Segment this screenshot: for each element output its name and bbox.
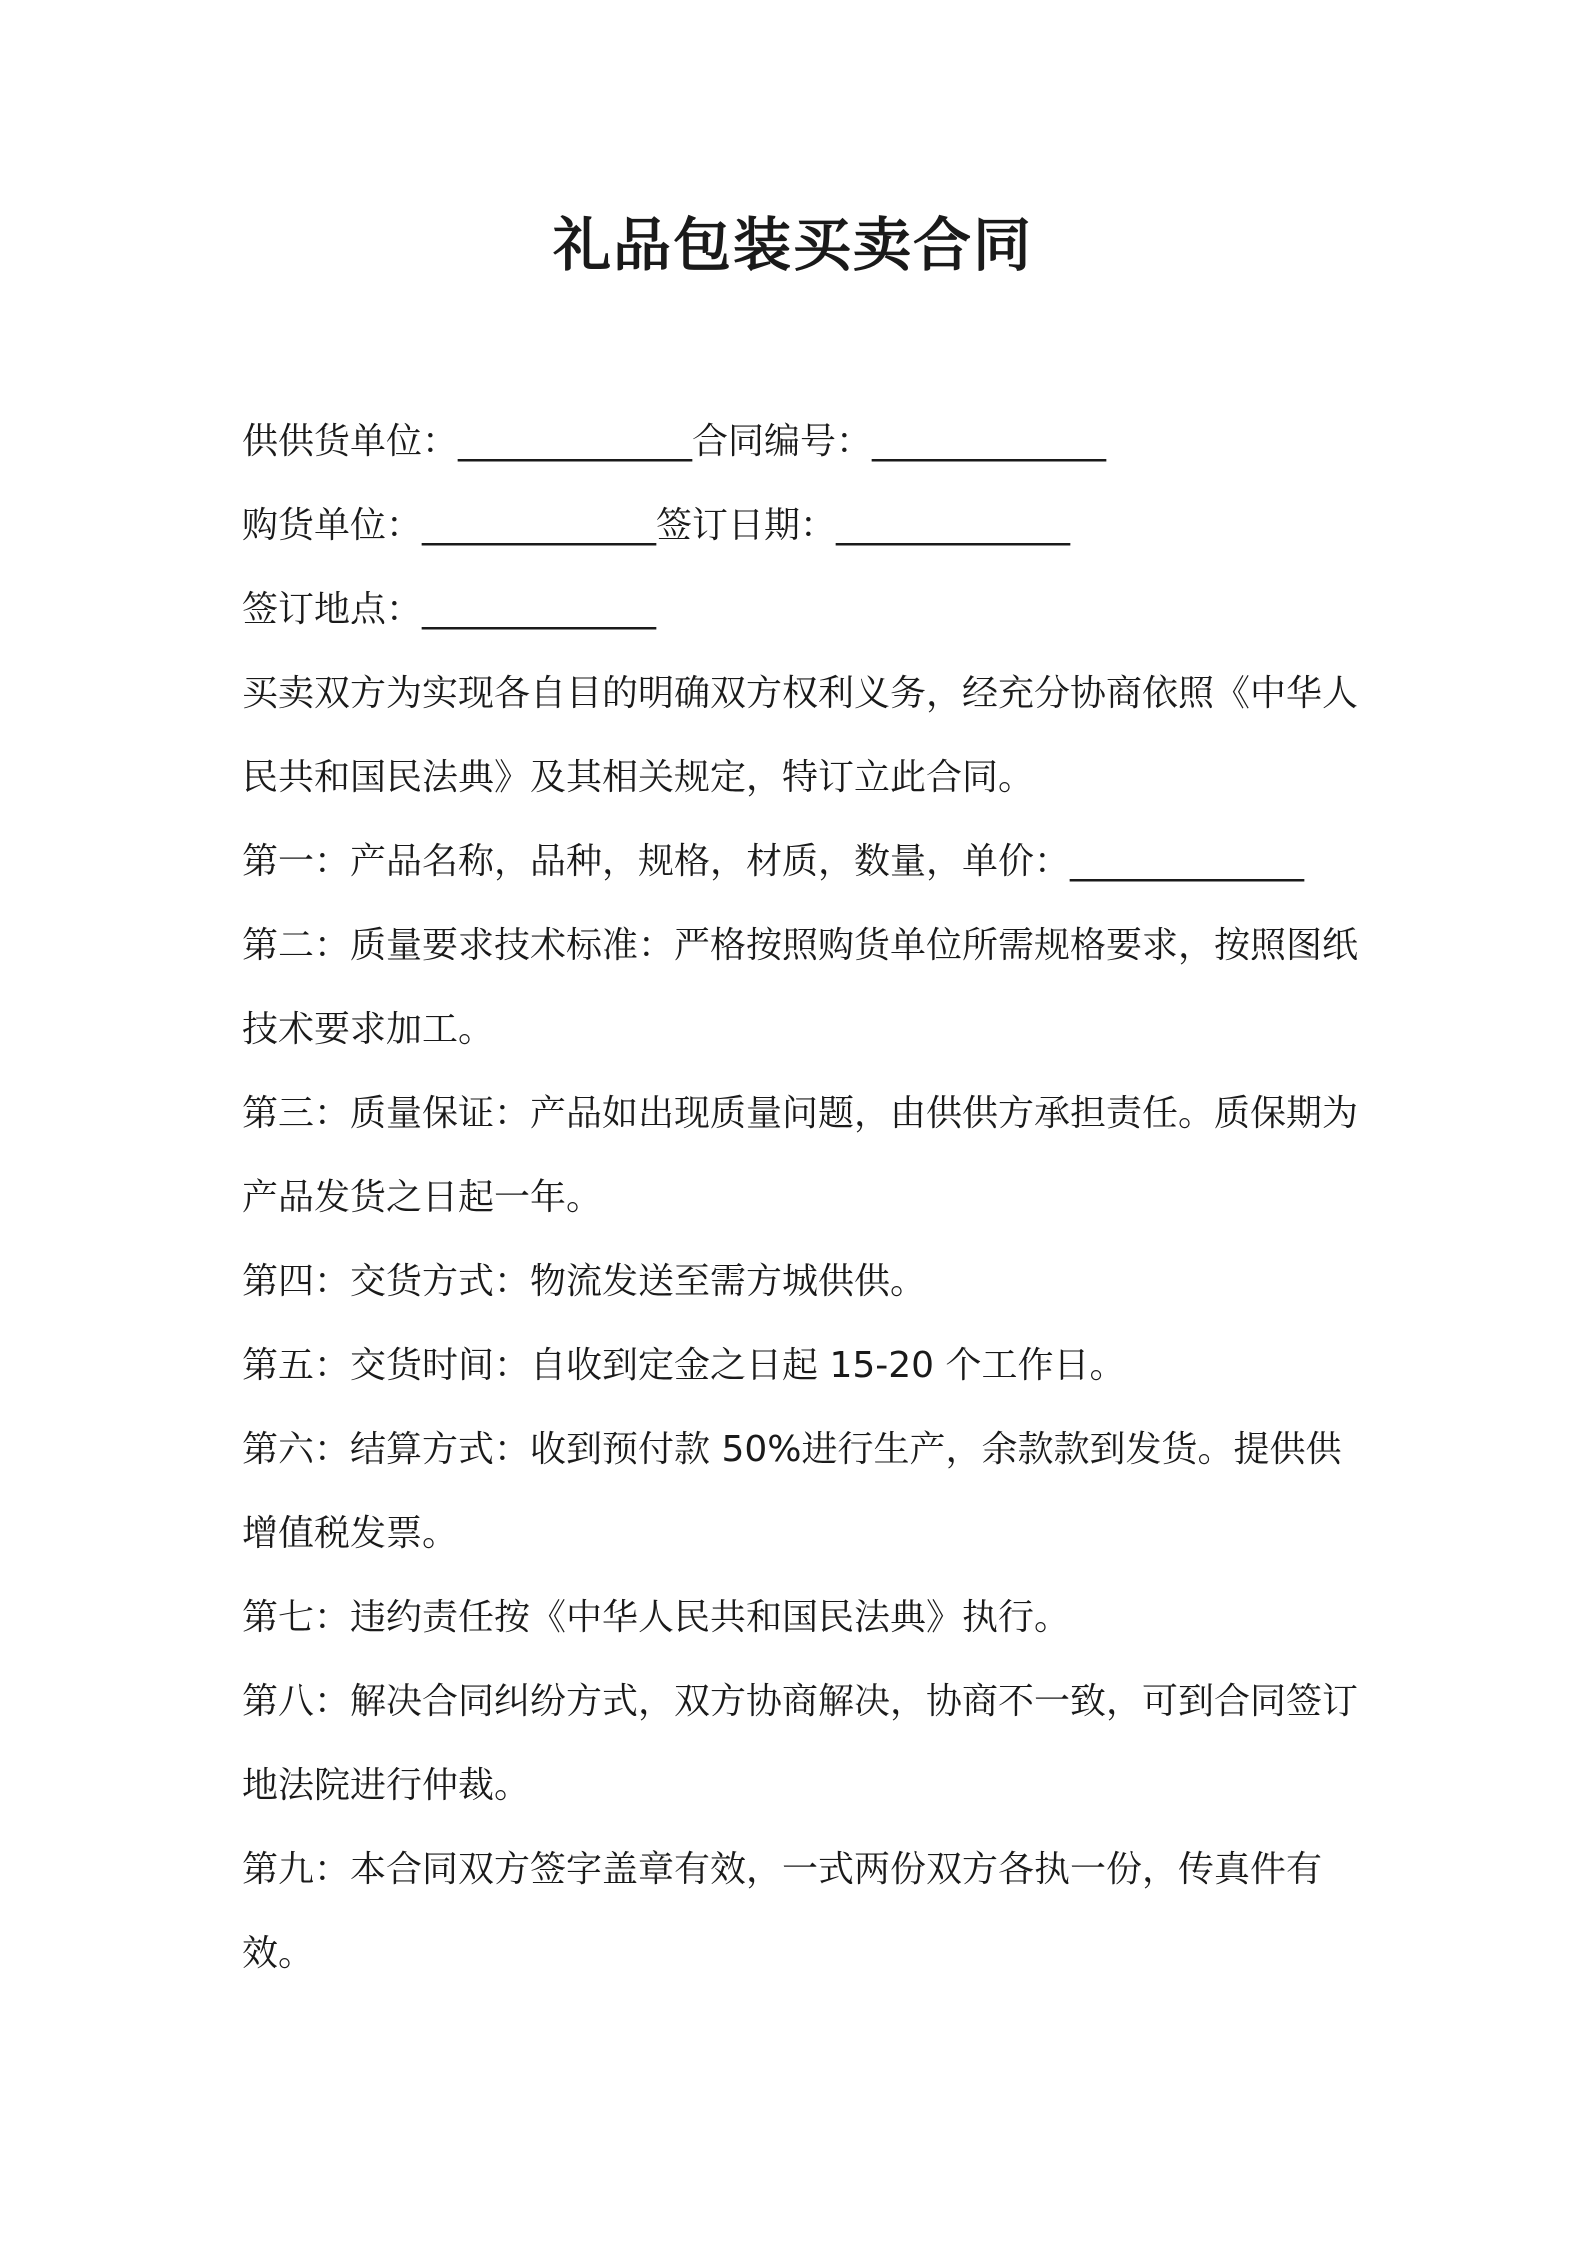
supplier-label: 供供货单位： — [242, 421, 459, 462]
clause-3: 第三：质量保证：产品如出现质量问题，由供供方承担责任。质保期为产品发货之日起一年。 — [242, 1093, 1359, 1218]
buyer-label: 购货单位： — [242, 505, 423, 546]
sign-date-label: 签订日期： — [656, 505, 837, 546]
clause-5: 第五：交货时间：自收到定金之日起 15-20 个工作日。 — [242, 1345, 1126, 1386]
clause-7: 第七：违约责任按《中华人民共和国民法典》执行。 — [242, 1597, 1071, 1638]
clause-6: 第六：结算方式：收到预付款 50%进行生产，余款款到发货。提供供增值税发票。 — [242, 1429, 1342, 1554]
preamble-paragraph: 买卖双方为实现各自目的明确双方权利义务，经充分协商依照《中华人民共和国民法典》及其相关规定，特订立此合同。 — [242, 673, 1359, 798]
contract-no-label: 合同编号： — [692, 421, 873, 462]
clause-1: 第一：产品名称，品种，规格，材质，数量，单价：_____________ — [242, 841, 1305, 882]
header-line-place — [242, 568, 1362, 652]
header-line-buyer — [242, 484, 1362, 568]
clause-9: 第九：本合同双方签字盖章有效，一式两份双方各执一份，传真件有效。 — [242, 1849, 1323, 1974]
clause-2: 第二：质量要求技术标准：严格按照购货单位所需规格要求，按照图纸技术要求加工。 — [242, 925, 1359, 1050]
sign-place-blank: _____________ — [422, 589, 657, 630]
document-body — [242, 400, 1362, 1996]
buyer-blank: _____________ — [422, 505, 657, 546]
sign-place-label: 签订地点： — [242, 589, 423, 630]
sign-date-blank: _____________ — [836, 505, 1071, 546]
document-title: 礼品包装买卖合同 — [552, 211, 1033, 279]
contract-no-blank: _____________ — [872, 421, 1107, 462]
clause-8: 第八：解决合同纠纷方式，双方协商解决，协商不一致，可到合同签订地法院进行仲裁。 — [242, 1681, 1359, 1806]
header-line-supplier — [242, 400, 1362, 484]
supplier-blank: _____________ — [458, 421, 693, 462]
clause-4: 第四：交货方式：物流发送至需方城供供。 — [242, 1261, 927, 1302]
